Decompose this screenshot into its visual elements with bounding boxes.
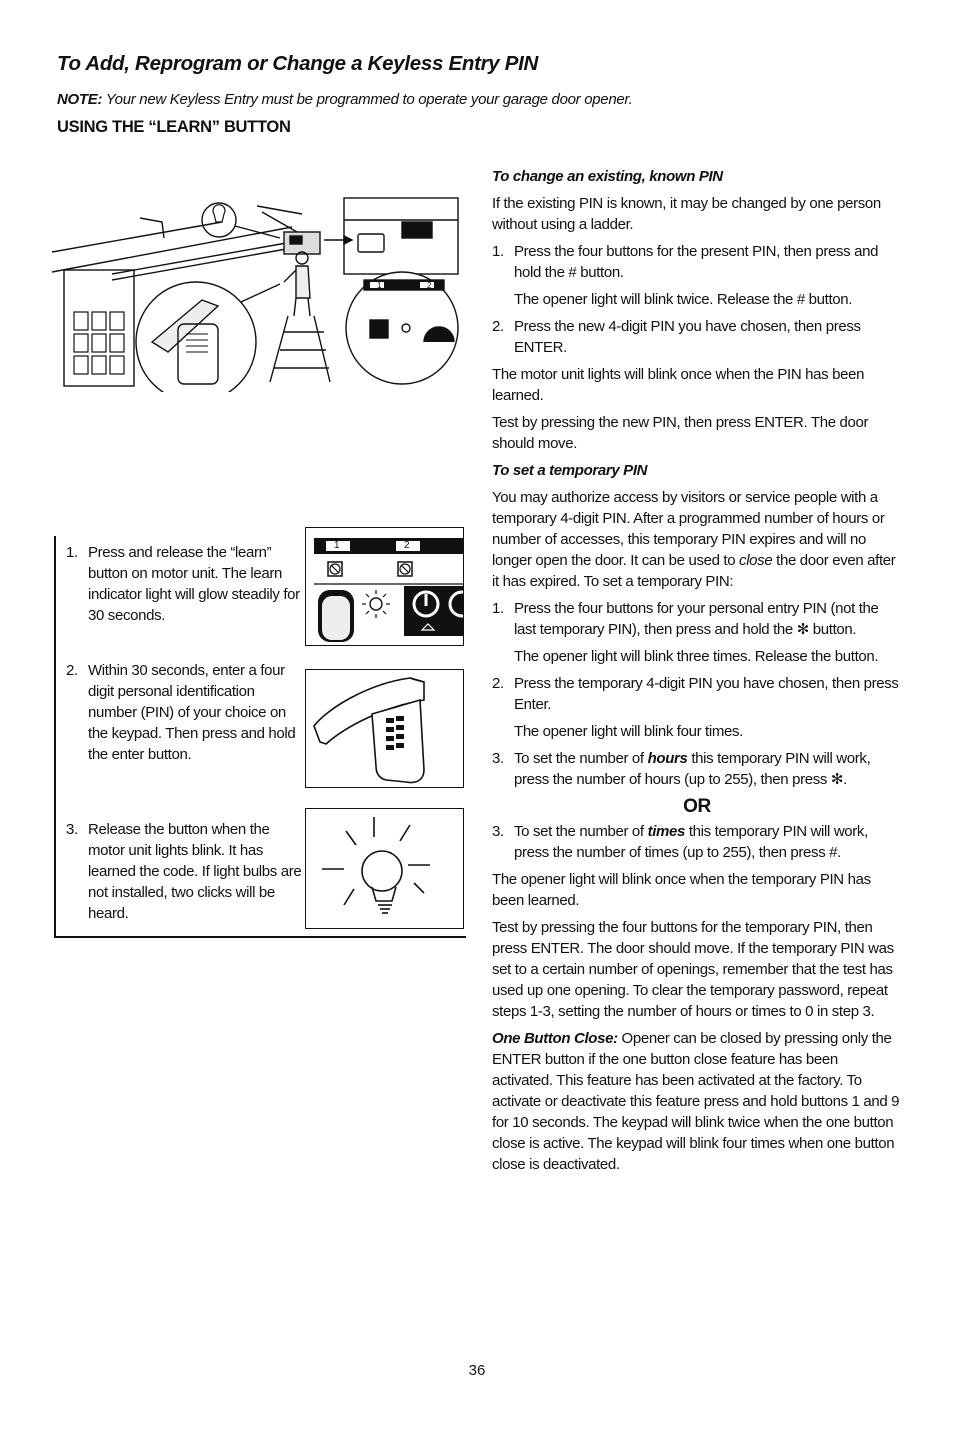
step-number: 1. — [66, 544, 78, 561]
step-text: Press the four buttons for your personal entry PIN (not the last temporary PIN), then press and hold the ✻ button. — [514, 600, 879, 638]
learn-step-3 — [66, 819, 304, 924]
one-button-close-label: One Button Close: — [492, 1030, 618, 1047]
step-text-pre: To set the number of — [514, 823, 644, 840]
note-label: NOTE: — [57, 91, 103, 108]
step-number: 3. — [492, 823, 504, 840]
temp-pin-intro — [492, 487, 902, 592]
change-pin-heading: To change an existing, known PIN — [492, 168, 723, 185]
change-pin-steps-cont — [492, 316, 902, 358]
one-button-close-text: Opener can be closed by pressing only the ENTER button if the one button close feature has been activated. This feature has been activated at the factory. To activate or deactivate this feature press and hold buttons 1 and 9 for 10 seconds. The keypad will blink twice when the one button close is active. The keypad will blink four times when one button close is deactivated. — [492, 1030, 900, 1173]
temp-pin-intro-b: the door even after it has expired. To set a temporary PIN: — [492, 552, 896, 590]
one-button-close — [492, 1028, 902, 1175]
step-text-pre: To set the number of — [514, 750, 644, 767]
note-text: Your new Keyless Entry must be programmed to operate your garage door opener. — [105, 91, 633, 108]
change-pin-step-1 — [492, 241, 902, 283]
inset-button-1-label: 1 — [377, 281, 382, 290]
step-text-post: this temporary PIN will work, press the number of times (up to 255), then press #. — [514, 823, 868, 861]
step-number: 2. — [66, 662, 78, 679]
learn-step-1 — [66, 542, 304, 626]
step-text: Release the button when the motor unit lights blink. It has learned the code. If light bulbs are not installed, two clicks will be heard. — [88, 821, 302, 922]
change-pin-step-2 — [492, 316, 902, 358]
figure-button-1-label: 1 — [334, 540, 340, 551]
temp-pin-steps-2 — [492, 673, 902, 715]
learn-step-2 — [66, 660, 304, 765]
light-bulb-figure — [305, 808, 464, 929]
step-number: 3. — [492, 750, 504, 767]
step-text: Within 30 seconds, enter a four digit personal identification number (PIN) of your choice on the keypad. Then press and hold the enter button. — [88, 662, 296, 763]
step-text-emphasis: hours — [647, 750, 688, 767]
temp-pin-intro-a: You may authorize access by visitors or service people with a temporary 4-digit PIN. After a programmed number of hours or number of accesses, this temporary PIN expires and will no longer open the door. It can be used to — [492, 489, 885, 569]
change-pin-intro: If the existing PIN is known, it may be changed by one person without using a ladder. — [492, 195, 881, 233]
temp-pin-step-1 — [492, 598, 902, 640]
change-pin-test: Test by pressing the new PIN, then press ENTER. The door should move. — [492, 414, 869, 452]
step-text: Press the four buttons for the present PIN, then press and hold the # button. — [514, 243, 879, 281]
figure-button-2-label: 2 — [404, 540, 410, 551]
temp-pin-step-3-times — [492, 821, 902, 863]
right-column — [492, 166, 902, 1181]
temp-pin-result: The opener light will blink once when the temporary PIN has been learned. — [492, 871, 871, 909]
step-number: 1. — [492, 243, 504, 260]
keypad-figure — [305, 669, 464, 788]
change-pin-step-1-result: The opener light will blink twice. Release the # button. — [514, 291, 853, 308]
step-text-emphasis: times — [647, 823, 686, 840]
inset-button-2-label: 2 — [427, 281, 432, 290]
temp-pin-step-2-result: The opener light will blink four times. — [514, 723, 743, 740]
step-text: Press and release the “learn” button on motor unit. The learn indicator light will glow steadily for 30 seconds. — [88, 544, 300, 624]
change-pin-result: The motor unit lights will blink once when the PIN has been learned. — [492, 366, 865, 404]
garage-opener-illustration — [52, 192, 466, 392]
page-number: 36 — [468, 1362, 486, 1379]
temp-pin-steps-3b — [492, 821, 902, 863]
learn-button-figure — [305, 527, 464, 646]
temp-pin-steps — [492, 598, 902, 640]
temp-pin-step-2 — [492, 673, 902, 715]
temp-pin-heading: To set a temporary PIN — [492, 462, 648, 479]
step-number: 2. — [492, 675, 504, 692]
change-pin-steps — [492, 241, 902, 283]
section-heading: USING THE “LEARN” BUTTON — [57, 118, 291, 136]
page-title: To Add, Reprogram or Change a Keyless Entry PIN — [57, 52, 539, 75]
or-divider: OR — [683, 796, 711, 817]
temp-pin-intro-emphasis: close — [739, 552, 773, 569]
step-text: Press the temporary 4-digit PIN you have chosen, then press Enter. — [514, 675, 899, 713]
note — [57, 91, 632, 108]
step-text-post: this temporary PIN will work, press the number of hours (up to 255), then press ✻. — [514, 750, 871, 788]
step-number: 3. — [66, 821, 78, 838]
step-text: Press the new 4-digit PIN you have chosen, then press ENTER. — [514, 318, 861, 356]
step-number: 1. — [492, 600, 504, 617]
step-number: 2. — [492, 318, 504, 335]
temp-pin-steps-3a — [492, 748, 902, 790]
temp-pin-step-3-hours — [492, 748, 902, 790]
temp-pin-test: Test by pressing the four buttons for the temporary PIN, then press ENTER. The door should move. If the temporary PIN was set to a certain number of openings, remember that the test has used up one opening. To clear the temporary password, repeat steps 1-3, setting the number of hours or times to 0 in step 3. — [492, 919, 894, 1020]
temp-pin-step-1-result: The opener light will blink three times. Release the button. — [514, 648, 879, 665]
